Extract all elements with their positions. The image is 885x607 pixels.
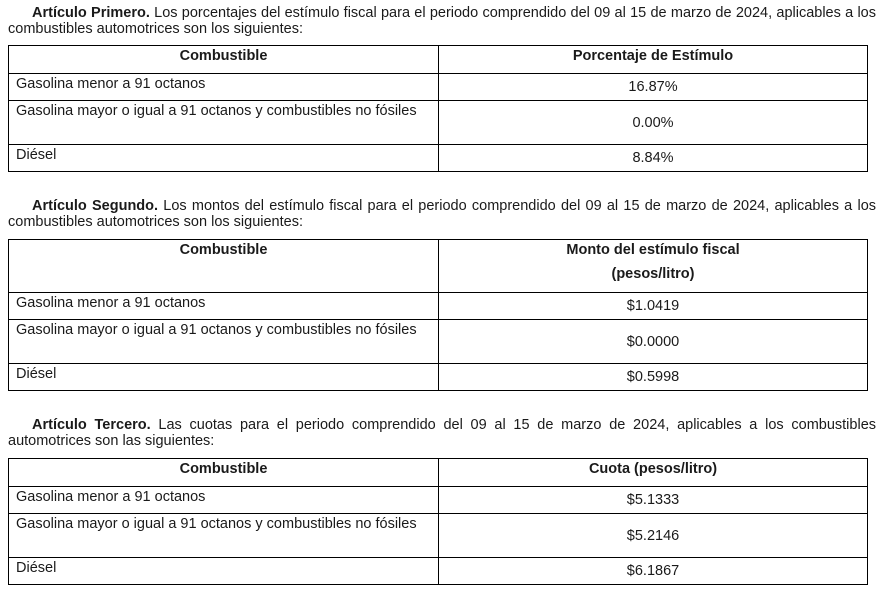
stimulus-amount-table [8,239,868,391]
table-header-row [9,240,868,293]
fuel-cell: Diésel [9,364,439,391]
value-cell: 8.84% [439,145,868,172]
fuel-cell: Gasolina menor a 91 octanos [9,74,439,101]
column-header-cuota: Cuota (pesos/litro) [439,459,868,487]
value-cell: $1.0419 [439,293,868,320]
table-row [9,487,868,514]
column-header-combustible: Combustible [9,240,439,293]
table-row [9,558,868,585]
article-segundo-text: Los montos del estímulo fiscal para el periodo comprendido del 09 al 15 de marzo de 2024, aplicables a los combustibles automotrices son los siguientes: [8,198,877,230]
article-primero-heading: Artículo Primero. [32,5,150,21]
table-header-row [9,459,868,487]
fuel-cell: Diésel [9,145,439,172]
quota-table [8,458,868,585]
fuel-cell: Gasolina mayor o igual a 91 octanos y combustibles no fósiles [9,514,439,558]
header-line-1: Monto del estímulo fiscal [566,242,740,258]
table-row [9,320,868,364]
value-cell: 16.87% [439,74,868,101]
article-tercero-paragraph [8,417,876,449]
stimulus-percentage-table [8,45,868,172]
table-row [9,74,868,101]
article-segundo-paragraph [8,198,876,230]
fuel-cell: Diésel [9,558,439,585]
table-header-row [9,46,868,74]
fuel-cell: Gasolina menor a 91 octanos [9,293,439,320]
fuel-cell: Gasolina mayor o igual a 91 octanos y combustibles no fósiles [9,320,439,364]
article-primero-text: Los porcentajes del estímulo fiscal para el periodo comprendido del 09 al 15 de marzo de 2024, aplicables a los combustibles automotrices son los siguientes: [8,5,876,37]
column-header-monto [439,240,868,293]
header-line-2: (pesos/litro) [611,266,695,282]
article-segundo-heading: Artículo Segundo. [32,198,159,214]
fuel-cell: Gasolina menor a 91 octanos [9,487,439,514]
table-row [9,101,868,145]
value-cell: $5.2146 [439,514,868,558]
fuel-cell: Gasolina mayor o igual a 91 octanos y combustibles no fósiles [9,101,439,145]
column-header-porcentaje: Porcentaje de Estímulo [439,46,868,74]
article-tercero-text: Las cuotas para el periodo comprendido del 09 al 15 de marzo de 2024, aplicables a los combustibles automotrices son las siguientes: [8,417,877,449]
value-cell: $5.1333 [439,487,868,514]
column-header-combustible: Combustible [9,459,439,487]
column-header-combustible: Combustible [9,46,439,74]
table-row [9,293,868,320]
value-cell: 0.00% [439,101,868,145]
table-row [9,145,868,172]
value-cell: $0.0000 [439,320,868,364]
value-cell: $0.5998 [439,364,868,391]
table-row [9,514,868,558]
table-row [9,364,868,391]
value-cell: $6.1867 [439,558,868,585]
article-primero-paragraph [8,5,876,37]
article-tercero-heading: Artículo Tercero. [32,417,151,433]
